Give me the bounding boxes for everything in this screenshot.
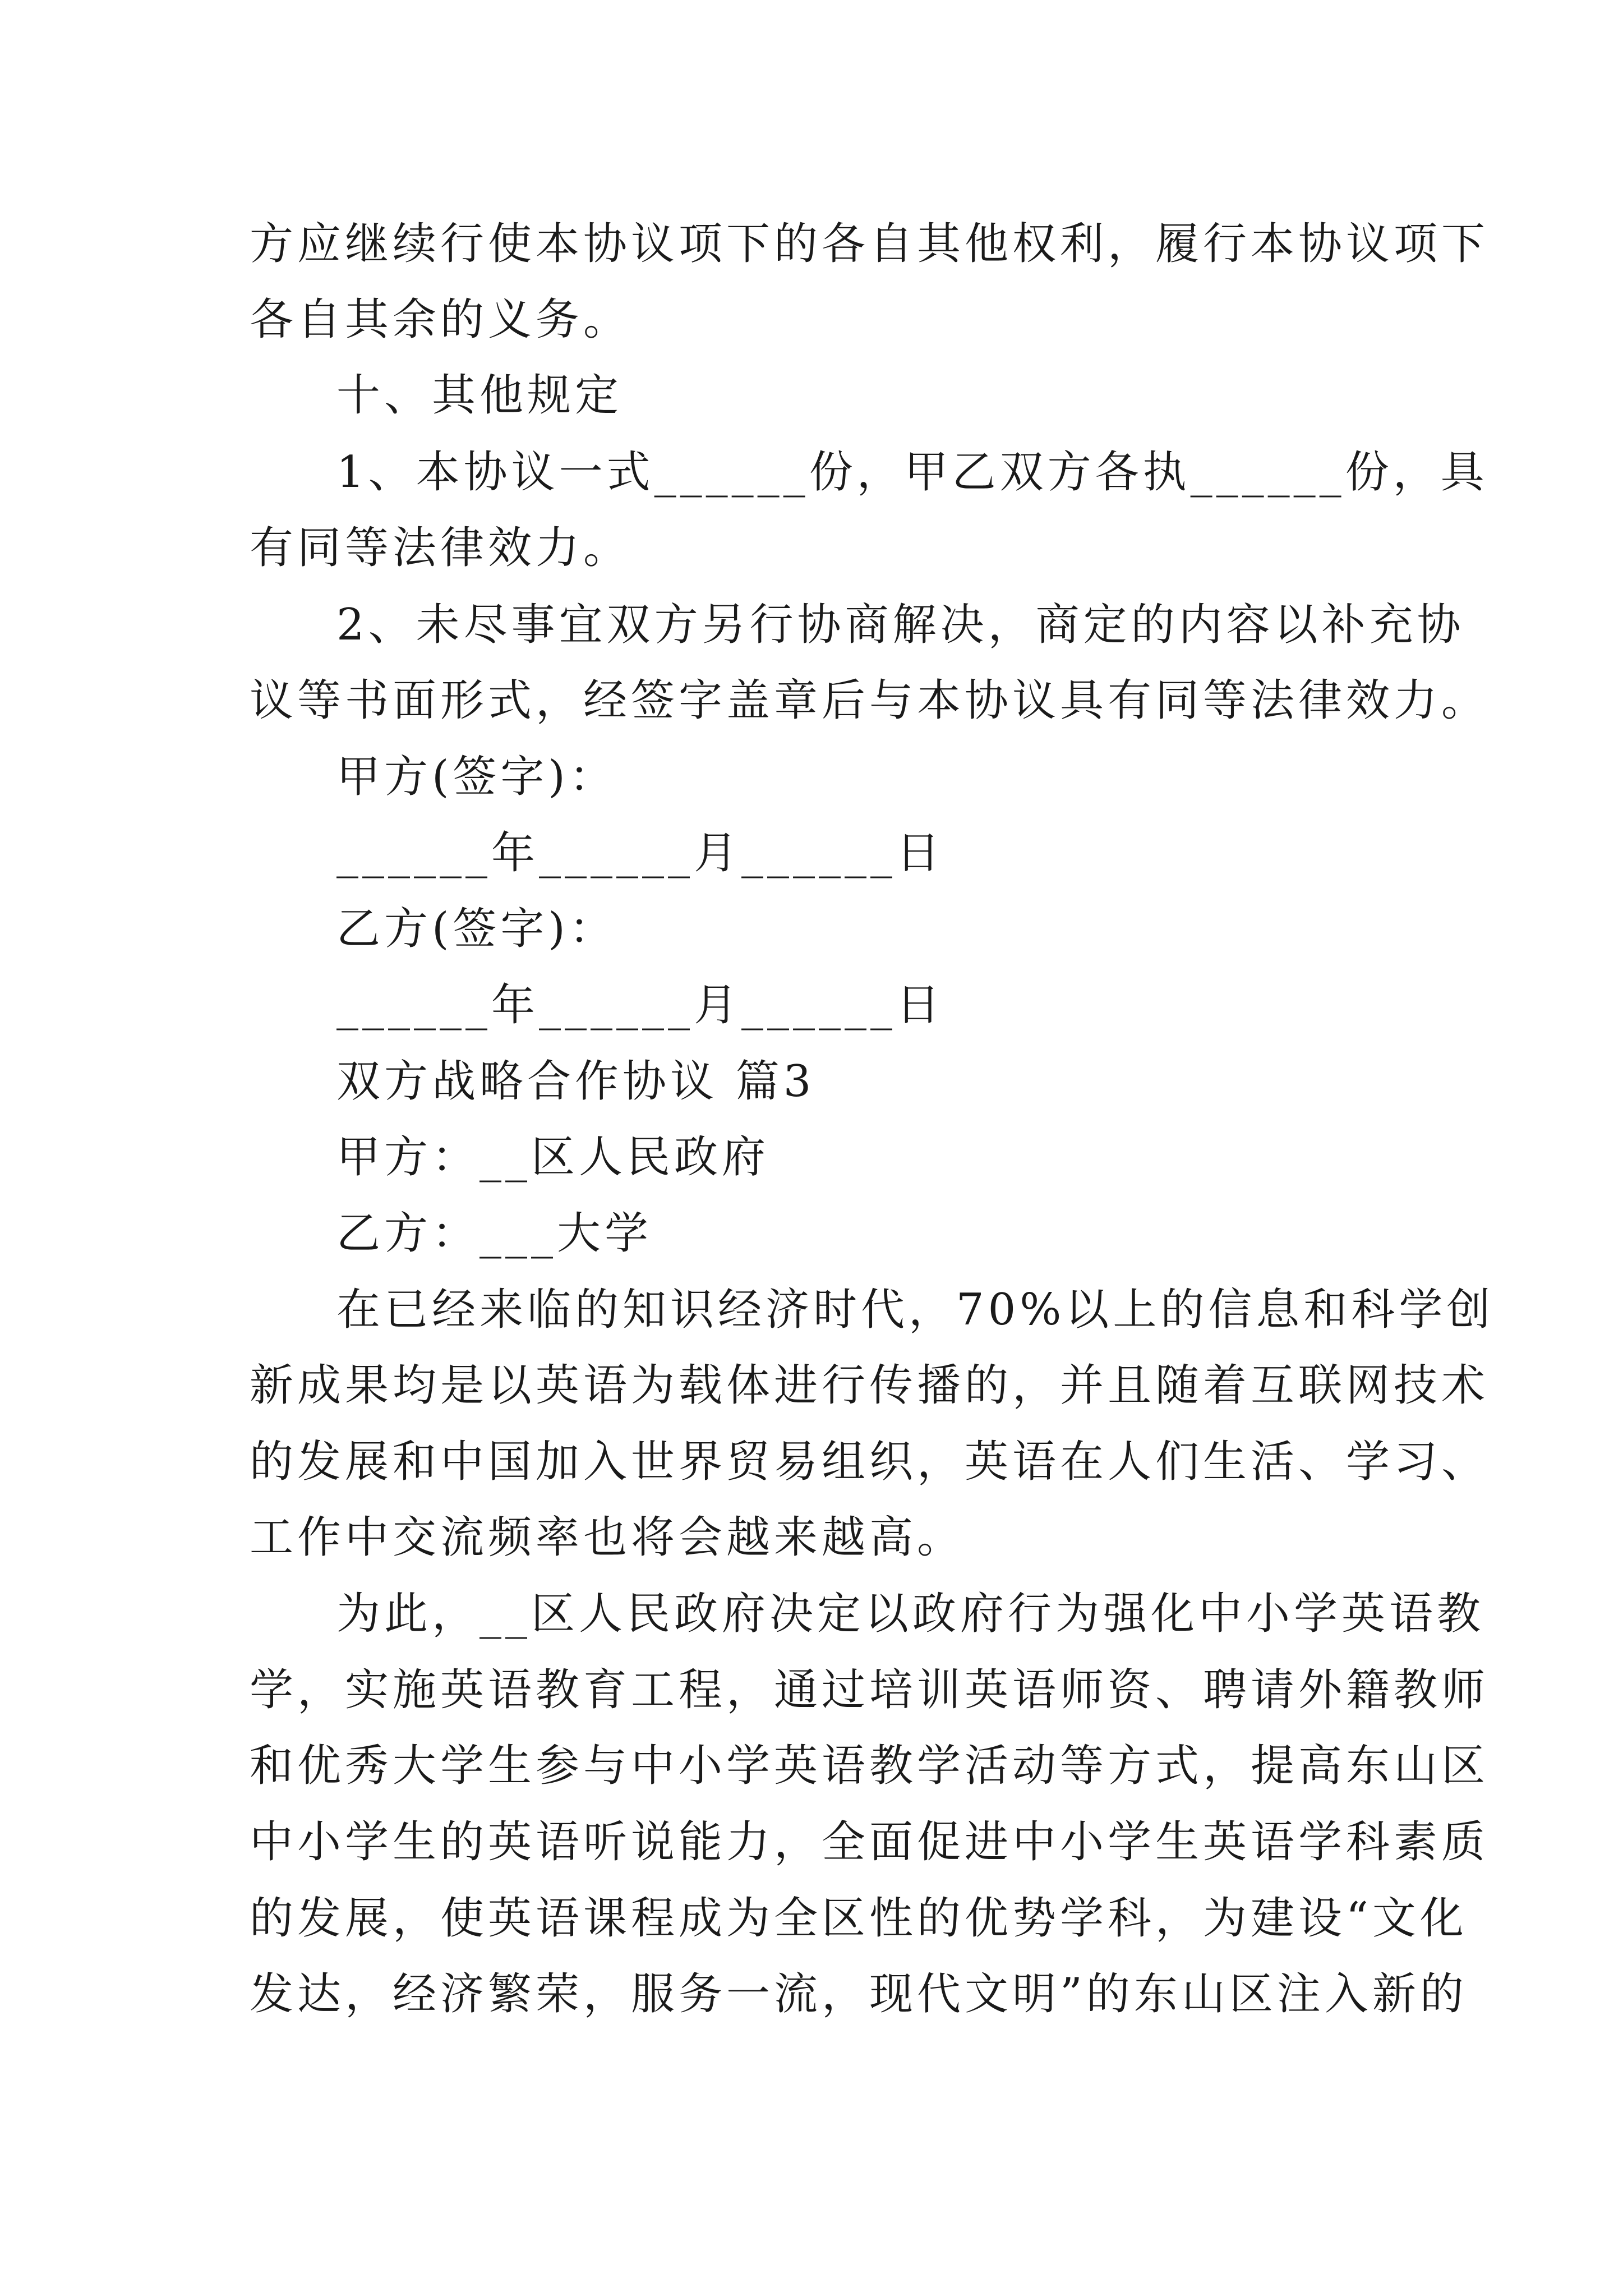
text-line: 2、未尽事宜双方另行协商解决，商定的内容以补充协: [336, 600, 1465, 650]
text-line: 为此，__区人民政府决定以政府行为强化中小学英语教: [336, 1589, 1485, 1639]
text-line: 工作中交流频率也将会越来越高。: [250, 1512, 965, 1563]
date-line: ______年______月______日: [336, 980, 944, 1030]
party-a-signature: 甲方(签字)：: [336, 752, 617, 802]
date-line: ______年______月______日: [336, 828, 944, 878]
section-heading: 十、其他规定: [336, 370, 623, 421]
section-title: 双方战略合作协议 篇3: [336, 1056, 815, 1107]
party-b: 乙方：___大学: [336, 1208, 653, 1259]
party-a: 甲方：__区人民政府: [336, 1132, 770, 1182]
text-line: 发达，经济繁荣，服务一流，现代文明”的东山区注入新的: [250, 1969, 1468, 2019]
text-line: 议等书面形式，经签字盖章后与本协议具有同等法律效力。: [250, 675, 1490, 726]
text-line: 新成果均是以英语为载体进行传播的，并且随着互联网技术: [250, 1360, 1490, 1411]
text-line: 在已经来临的知识经济时代，70%以上的信息和科学创: [336, 1285, 1495, 1335]
party-b-signature: 乙方(签字)：: [336, 904, 617, 954]
text-line: 有同等法律效力。: [250, 523, 631, 573]
text-line: 1、本协议一式______份，甲乙双方各执______份，具: [336, 447, 1488, 498]
text-line: 各自其余的义务。: [250, 295, 631, 345]
text-line: 学，实施英语教育工程，通过培训英语师资、聘请外籍教师: [250, 1665, 1490, 1715]
text-line: 方应继续行使本协议项下的各自其他权利，履行本协议项下: [250, 219, 1490, 269]
text-line: 和优秀大学生参与中小学英语教学活动等方式，提高东山区: [250, 1741, 1490, 1791]
text-line: 中小学生的英语听说能力，全面促进中小学生英语学科素质: [250, 1817, 1490, 1867]
text-line: 的发展和中国加入世界贸易组织，英语在人们生活、学习、: [250, 1437, 1490, 1487]
text-line: 的发展，使英语课程成为全区性的优势学科，为建设“文化: [250, 1893, 1468, 1944]
